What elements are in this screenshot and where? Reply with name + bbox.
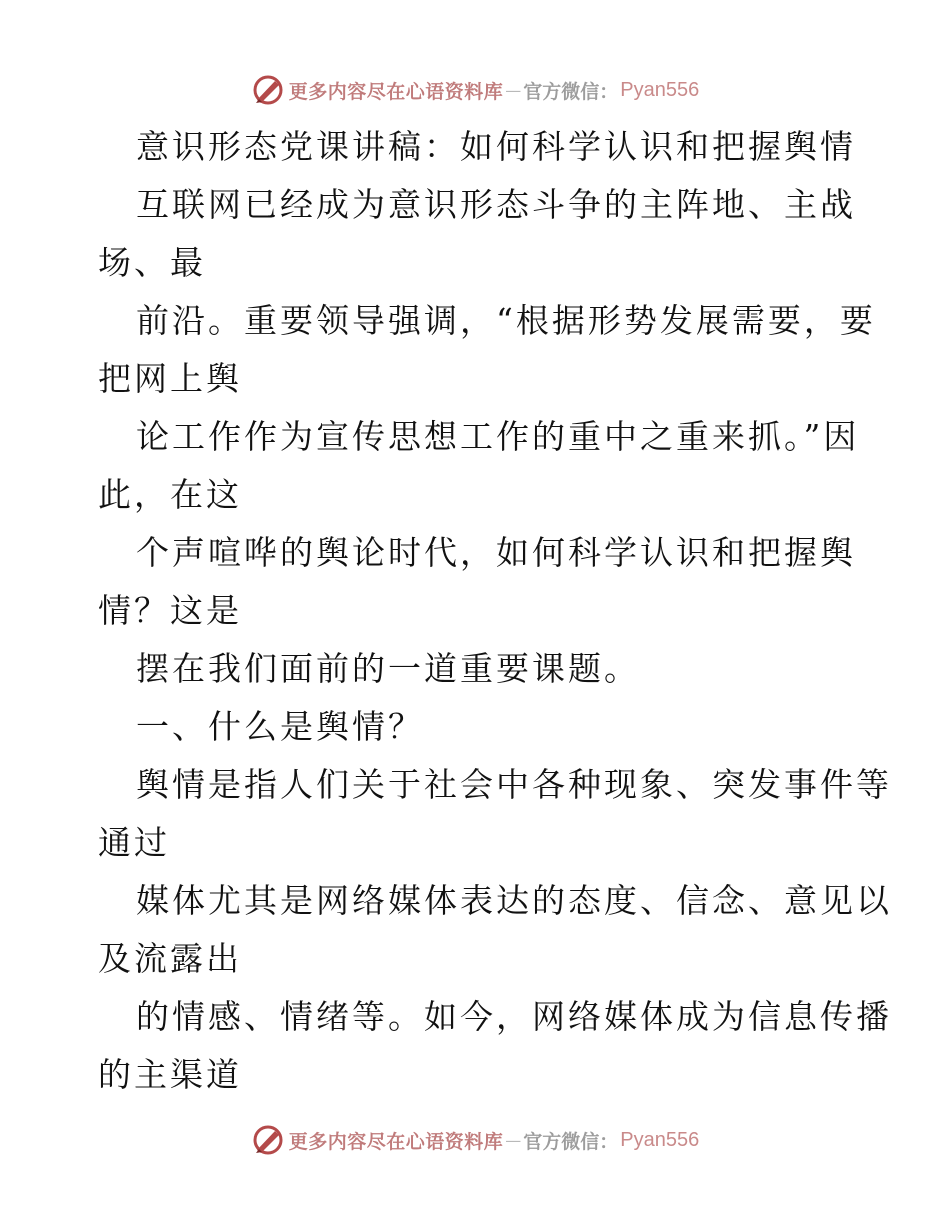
text-line: 舆情是指人们关于社会中各种现象、突发事件等 (136, 765, 892, 804)
pen-logo-icon (251, 1123, 285, 1157)
text-line: 情？这是 (98, 591, 242, 630)
banner-wechat-id: Pyan556 (620, 78, 700, 101)
header-banner[interactable] (0, 70, 950, 110)
text-line: 一、什么是舆情？ (136, 707, 424, 746)
text-line: 论工作作为宣传思想工作的重中之重来抓。”因 (136, 417, 860, 456)
text-line: 个声喧哗的舆论时代，如何科学认识和把握舆 (136, 533, 856, 572)
text-line: 前沿。重要领导强调，“根据形势发展需要，要 (136, 301, 876, 340)
banner-wechat-label: 官方微信： (523, 1130, 619, 1153)
text-line: 的情感、情绪等。如今，网络媒体成为信息传播 (136, 997, 892, 1036)
text-line: 媒体尤其是网络媒体表达的态度、信念、意见以 (136, 881, 892, 920)
text-line: 此，在这 (98, 475, 242, 514)
pen-logo-icon (251, 73, 285, 107)
banner-dash: — (505, 80, 522, 100)
banner-wechat-label: 官方微信： (523, 80, 619, 103)
banner-dash: — (505, 1130, 522, 1150)
banner-slogan: 更多内容尽在心语资料库 (288, 80, 504, 103)
text-line: 场、最 (98, 243, 206, 282)
text-line: 及流露出 (98, 939, 242, 978)
banner-slogan: 更多内容尽在心语资料库 (288, 1130, 504, 1153)
text-line: 把网上舆 (98, 359, 242, 398)
text-line: 互联网已经成为意识形态斗争的主阵地、主战 (136, 185, 856, 224)
text-line: 摆在我们面前的一道重要课题。 (136, 649, 640, 688)
banner-wechat-id: Pyan556 (620, 1128, 700, 1151)
text-line: 通过 (98, 823, 170, 862)
document-body (98, 118, 892, 1104)
text-line: 意识形态党课讲稿：如何科学认识和把握舆情 (136, 127, 856, 166)
text-line: 的主渠道 (98, 1055, 242, 1094)
footer-banner[interactable] (0, 1120, 950, 1160)
